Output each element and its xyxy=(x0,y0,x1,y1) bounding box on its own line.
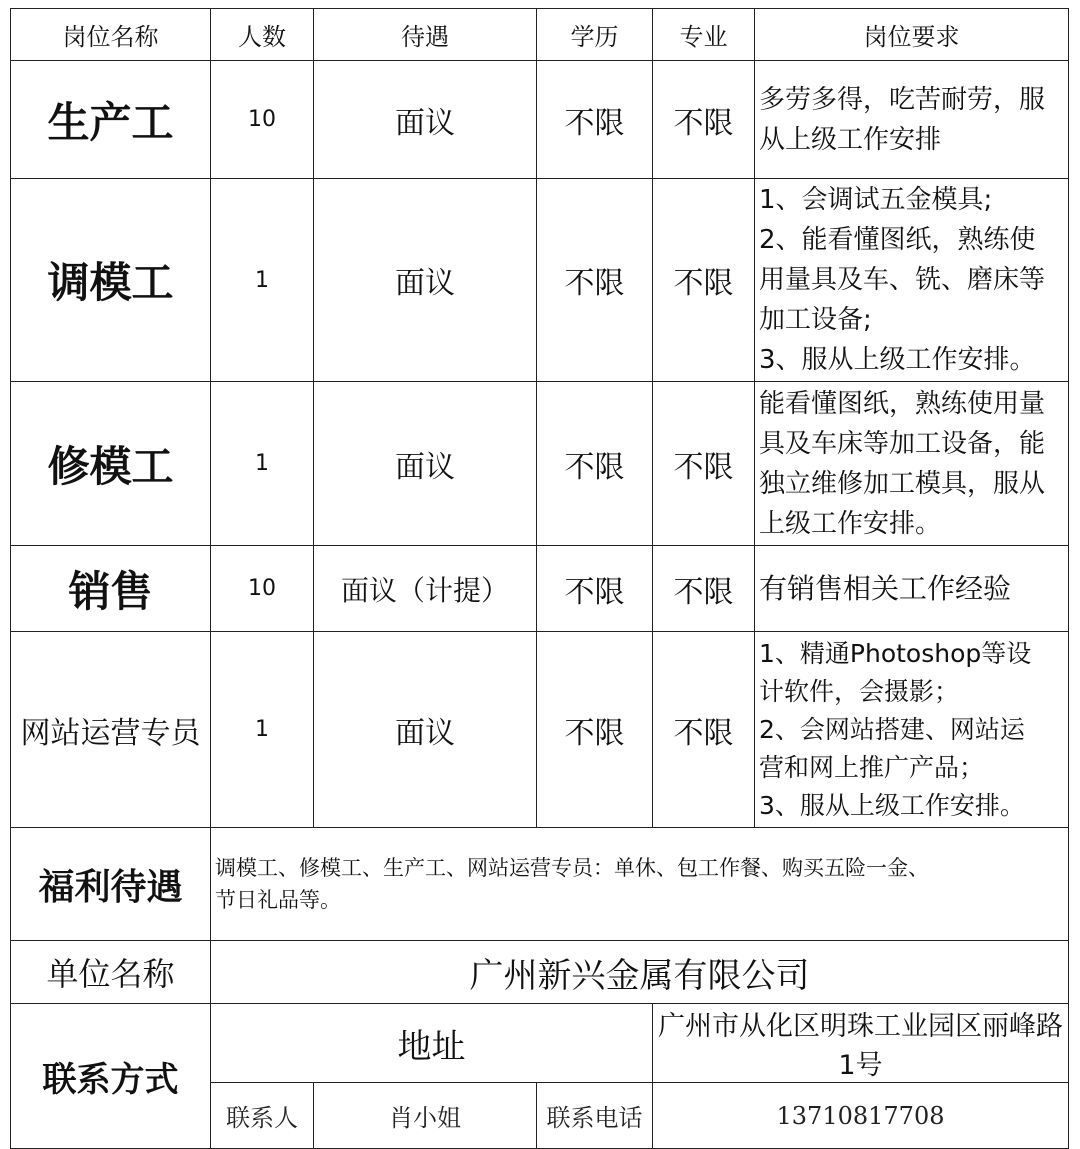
header-req: 岗位要求 xyxy=(755,9,1069,61)
job-pay: 面议（计提） xyxy=(314,546,537,632)
job-count: 1 xyxy=(211,632,314,828)
req-line: 有销售相关工作经验 xyxy=(759,571,1012,605)
job-major: 不限 xyxy=(653,61,755,179)
job-edu: 不限 xyxy=(537,546,653,632)
recruitment-table xyxy=(10,8,1069,1149)
person-name: 肖小姐 xyxy=(314,1083,537,1149)
job-count: 10 xyxy=(211,61,314,179)
benefits-text xyxy=(211,828,1069,941)
job-row xyxy=(11,179,1069,382)
contact-address-row xyxy=(11,1004,1069,1083)
job-major: 不限 xyxy=(653,382,755,546)
job-requirements xyxy=(755,546,1069,632)
job-edu: 不限 xyxy=(537,632,653,828)
job-row xyxy=(11,546,1069,632)
req-line: 2、会网站搭建、网站运 xyxy=(759,714,1025,744)
job-pay: 面议 xyxy=(314,61,537,179)
job-title: 生产工 xyxy=(11,61,211,179)
job-major: 不限 xyxy=(653,632,755,828)
header-major: 专业 xyxy=(653,9,755,61)
header-title: 岗位名称 xyxy=(11,9,211,61)
benefits-row xyxy=(11,828,1069,941)
job-pay: 面议 xyxy=(314,179,537,382)
req-line: 3、服从上级工作安排。 xyxy=(759,790,1025,820)
company-row xyxy=(11,941,1069,1004)
phone-label: 联系电话 xyxy=(537,1083,653,1149)
job-requirements xyxy=(755,632,1069,828)
benefits-line: 调模工、修模工、生产工、网站运营专员：单休、包工作餐、购买五险一金、 xyxy=(215,856,929,880)
job-count: 10 xyxy=(211,546,314,632)
req-line: 能看懂图纸，熟练使用量 xyxy=(759,388,1046,419)
req-line: 上级工作安排。 xyxy=(759,508,942,539)
job-title: 调模工 xyxy=(11,179,211,382)
header-count: 人数 xyxy=(211,9,314,61)
address-value: 广州市从化区明珠工业园区丽峰路1号 xyxy=(653,1004,1069,1083)
job-count: 1 xyxy=(211,179,314,382)
job-major: 不限 xyxy=(653,546,755,632)
req-line: 3、服从上级工作安排。 xyxy=(759,345,1036,375)
req-line: 用量具及车、铣、磨床等 xyxy=(759,265,1046,295)
contact-label: 联系方式 xyxy=(11,1004,211,1149)
job-pay: 面议 xyxy=(314,632,537,828)
job-count: 1 xyxy=(211,382,314,546)
job-edu: 不限 xyxy=(537,61,653,179)
req-line: 计软件，会摄影； xyxy=(759,676,960,706)
req-line: 营和网上推广产品； xyxy=(759,752,985,782)
header-pay: 待遇 xyxy=(314,9,537,61)
req-line: 1、精通Photoshop等设 xyxy=(759,638,1032,668)
req-line: 2、能看懂图纸，熟练使 xyxy=(759,225,1036,255)
benefits-line: 节日礼品等。 xyxy=(215,888,341,912)
job-requirements xyxy=(755,61,1069,179)
header-edu: 学历 xyxy=(537,9,653,61)
job-edu: 不限 xyxy=(537,382,653,546)
person-label: 联系人 xyxy=(211,1083,314,1149)
benefits-label: 福利待遇 xyxy=(11,828,211,941)
phone-number: 13710817708 xyxy=(653,1083,1069,1149)
req-line: 1、会调试五金模具; xyxy=(759,185,993,215)
job-row xyxy=(11,632,1069,828)
job-title: 网站运营专员 xyxy=(11,632,211,828)
job-edu: 不限 xyxy=(537,179,653,382)
job-title: 销售 xyxy=(11,546,211,632)
company-name: 广州新兴金属有限公司 xyxy=(211,941,1069,1004)
job-row xyxy=(11,382,1069,546)
job-requirements xyxy=(755,382,1069,546)
job-major: 不限 xyxy=(653,179,755,382)
header-row xyxy=(11,9,1069,61)
job-pay: 面议 xyxy=(314,382,537,546)
req-line: 独立维修加工模具，服从 xyxy=(759,468,1046,499)
address-label: 地址 xyxy=(211,1004,653,1083)
req-line: 具及车床等加工设备，能 xyxy=(759,428,1046,459)
job-requirements xyxy=(755,179,1069,382)
req-line: 加工设备; xyxy=(759,305,872,335)
job-title: 修模工 xyxy=(11,382,211,546)
job-row xyxy=(11,61,1069,179)
req-line: 多劳多得，吃苦耐劳，服 xyxy=(759,84,1046,115)
company-label: 单位名称 xyxy=(11,941,211,1004)
req-line: 从上级工作安排 xyxy=(759,124,942,155)
